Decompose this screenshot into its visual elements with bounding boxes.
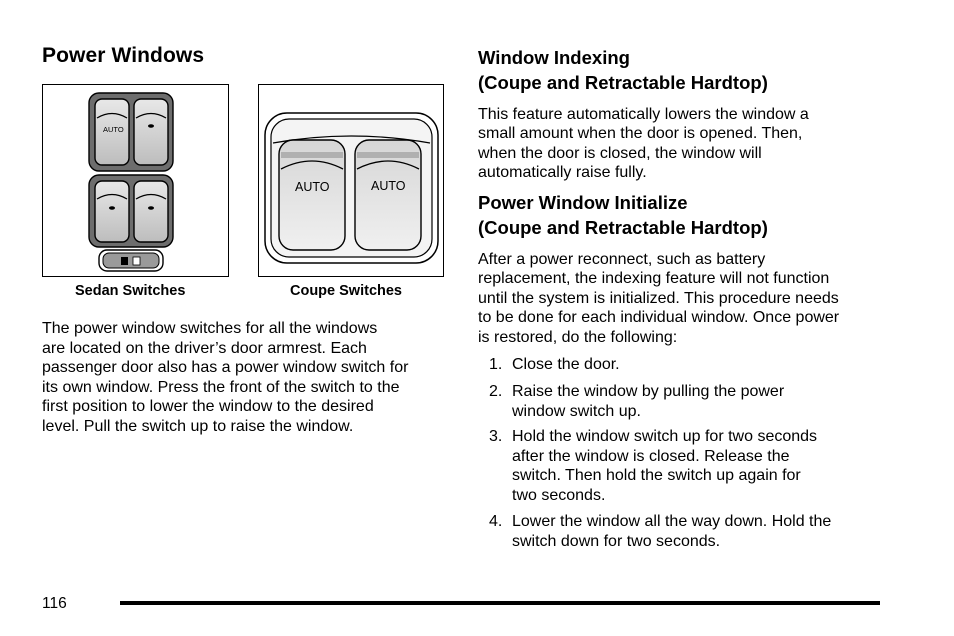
text-line: when the door is closed, the window will: [478, 145, 762, 162]
text-line: The power window switches for all the windows: [42, 320, 378, 337]
figure-sedan-switches: [42, 84, 229, 277]
text-line: After a power reconnect, such as battery: [478, 251, 766, 268]
step-text: Raise the window by pulling the power: [512, 383, 785, 400]
coupe-auto-label-right: AUTO: [371, 179, 406, 193]
text-line: is restored, do the following:: [478, 329, 678, 346]
step-number: 4.: [489, 513, 503, 530]
step-number: 2.: [489, 383, 503, 400]
text-line: small amount when the door is opened. Then,: [478, 125, 803, 142]
step-text: Hold the window switch up for two seconds: [512, 428, 818, 445]
text-line: are located on the driver’s door armrest. Each: [42, 340, 367, 357]
title-line: (Coupe and Retractable Hardtop): [478, 217, 768, 238]
step-text: Close the door.: [512, 356, 620, 373]
sedan-auto-label: AUTO: [103, 125, 124, 134]
step-text: switch. Then hold the switch up again for: [512, 467, 801, 485]
title-line: Window Indexing: [478, 47, 630, 68]
coupe-switches-illustration: [259, 85, 442, 275]
text-line: level. Pull the switch up to raise the window.: [42, 418, 354, 435]
text-line: to be done for each individual window. Once power: [478, 309, 840, 326]
text-line: its own window. Press the front of the switch to the: [42, 379, 400, 396]
text-line: first position to lower the window to the desired: [42, 398, 374, 415]
step-text: two seconds.: [512, 486, 606, 504]
section-title-window-indexing: [478, 45, 768, 95]
footer-rule: [120, 601, 880, 605]
step-number: 3.: [489, 428, 503, 445]
coupe-auto-label-left: AUTO: [295, 180, 330, 194]
text-line: automatically raise fully.: [478, 164, 647, 181]
figure-caption-sedan: Sedan Switches: [75, 283, 186, 299]
text-line: This feature automatically lowers the window a: [478, 106, 809, 123]
section-title-power-windows: Power Windows: [42, 44, 205, 67]
step-text: switch down for two seconds.: [512, 532, 721, 550]
step-number: 1.: [489, 356, 503, 373]
figure-coupe-switches: [258, 84, 444, 277]
text-line: replacement, the indexing feature will not function: [478, 270, 830, 287]
step-text: window switch up.: [512, 402, 641, 420]
text-line: until the system is initialized. This procedure needs: [478, 290, 839, 307]
page-number: 116: [42, 595, 67, 612]
section-title-power-window-initialize: [478, 190, 768, 240]
step-text: after the window is closed. Release the: [512, 447, 790, 465]
text-line: passenger door also has a power window switch for: [42, 359, 409, 376]
sedan-switches-illustration: [43, 85, 227, 275]
title-line: (Coupe and Retractable Hardtop): [478, 72, 768, 93]
title-line: Power Window Initialize: [478, 192, 688, 213]
figure-caption-coupe: Coupe Switches: [290, 283, 402, 299]
step-text: Lower the window all the way down. Hold the: [512, 513, 832, 530]
